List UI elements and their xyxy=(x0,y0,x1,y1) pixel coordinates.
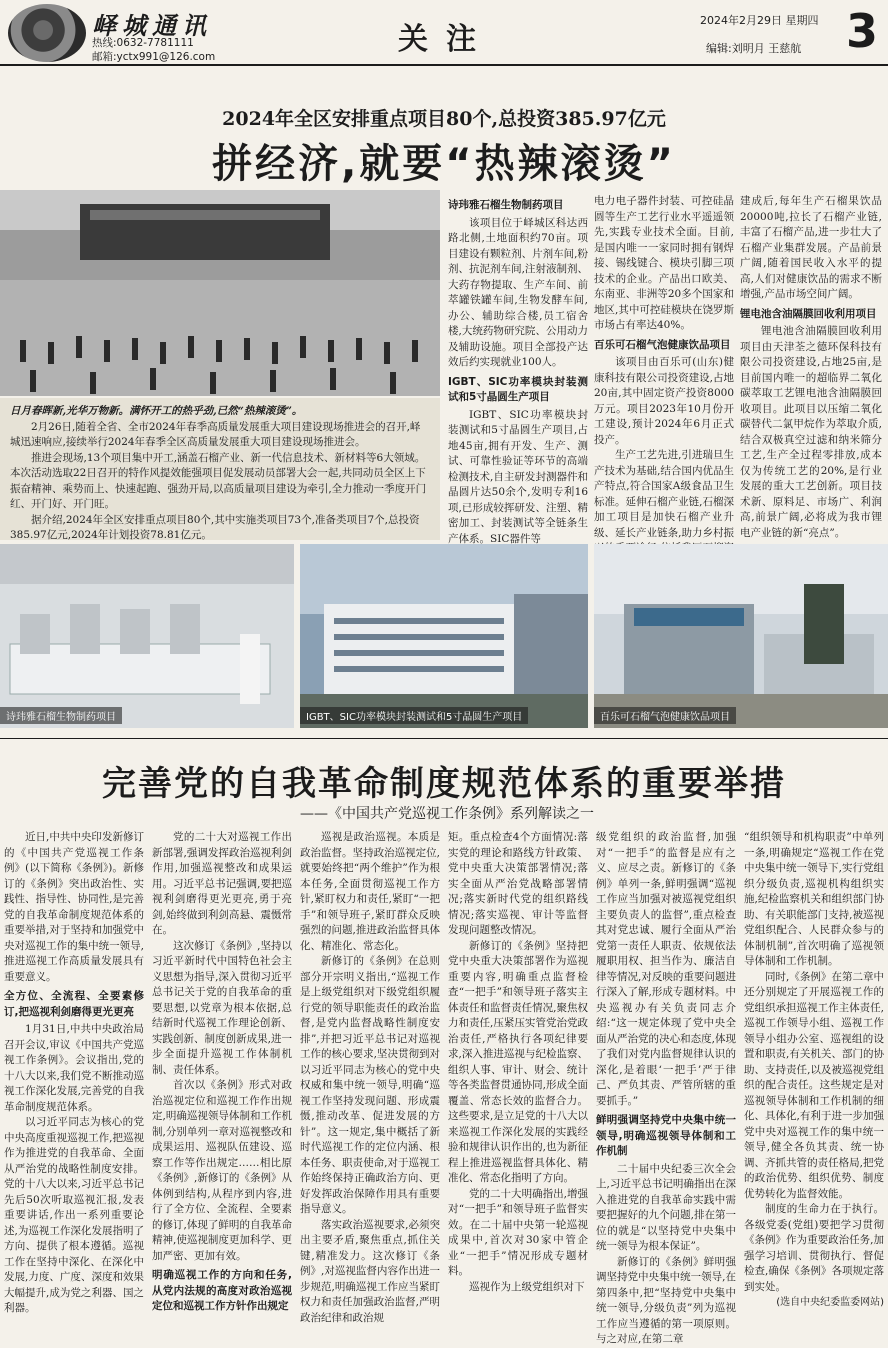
page-number: 3 xyxy=(846,4,879,58)
article2-column-2 xyxy=(152,830,292,1312)
paragraph: 1月31日,中共中央政治局召开会议,审议《中国共产党巡视工作条例》。会议指出,党的十八大以来,我们党不断推动巡视工作深化发展,完善党的自我革命制度规范体系。 xyxy=(4,1023,144,1113)
photo-caption: IGBT、SIC功率模块封装测试和5寸晶圆生产项目 xyxy=(300,707,528,724)
hotline: 热线:0632-7781111 xyxy=(92,37,194,49)
beverage-plant-photo-graphic xyxy=(594,544,888,728)
subheading: 全方位、全流程、全要素修订,把巡视利剑磨得更光更亮 xyxy=(4,990,144,1018)
paragraph: 生产工艺先进,引进瑞旦生产技术为基础,结合国内优品生产特点,符合国家A级食品卫生标准。延伸石榴产业链,石榴深加工项目是加快石榴产业升级、延长产业链条,助力乡村振 xyxy=(594,449,734,539)
paragraph: 首次以《条例》形式对政治巡视定位和巡视工作作出规定,明确巡视领导体制和工作机制,分别单列一章对巡视整改和成果运用、巡视队伍建设、巡察工作等作出规定……相比原《条例》,新修订的《条例》从体例到结构,从程序到内容,进行了全方位、全流程、全要素的修订,体现了鲜明的自我革命精神,使巡视制度更加科学、更加严密、更加有效。 xyxy=(152,1079,292,1262)
factory-photo-graphic xyxy=(300,544,588,728)
lab-photo-graphic xyxy=(0,544,294,728)
paragraph: 以习近平同志为核心的党中央高度重视巡视工作,把巡视作为推进党的自我革命、全面从严治党的战略性制度安排。党的十八大以来,习近平总书记先后50次听取巡视汇报,发表重要讲话,作出一系列重要论述,为巡视工作深化发展指明了方向、提供了根本遵循。巡视工作在坚持中深化、在深化中发展,力度、广度、深度和效果大幅提升,成为党之利器、国之利器。 xyxy=(4,1116,144,1314)
issue-date: 2024年2月29日 星期四 xyxy=(700,14,819,27)
event-photo-graphic xyxy=(0,190,440,396)
article1-subtitle: 2024年全区安排重点项目80个,总投资385.97亿元 xyxy=(222,108,666,130)
paragraph: IGBT、SIC功率模块封装测试和5寸晶圆生产项目,占地45亩,拥有开发、生产、测试、可靠性验证等环节的高端检测技术,自主研发封测器件和晶圆片达50余个,发明专利16项,已形成较挥研发、注塑、精密加工、封装测试等全链条生产体系。SIC器件等 xyxy=(448,408,588,545)
lead-paragraph: 2月26日,随着全省、全市2024年春季高质量发展重大项目建设现场推进会的召开,峄城迅速响应,接续举行2024年春季全区高质量发展重大项目建设现场推进会。 xyxy=(10,420,421,448)
paragraph: 该项目位于峄城区科达西路北侧,土地面积约70亩。项目建设有颗粒剂、片剂车间,粉剂、抗泥剂车间,注射液制剂、大药存物提取、生产车间、前萃罐铁罐车间,生物发酵车间,办公、辅助综合楼,员工宿舍楼,大统药物研究院、公用动力及辅助设施。项目全部投产达效后约实现就业100人。 xyxy=(448,216,588,368)
lab-photo xyxy=(0,544,294,728)
paragraph: 电力电子器件封装、可控硅晶圆等生产工艺行业水平遥遥领先,实践专业技术全面。目前,是国内唯一一家同时拥有钢焊接、锡线键合、模块引脚三项技术的企业。产品出口欧美、东南亚、非洲等20多个国家和地区,其中可控硅模块在饶罗斯市场占有率达40%。 xyxy=(594,195,734,331)
paragraph: 矩。重点检查4个方面情况:落实党的理论和路线方针政策、党中央重大决策部署情况;落实全面从严治党战略部署情况;落实新时代党的组织路线情况;落实巡视、审计等监督发现问题整改情况。 xyxy=(448,831,588,936)
editors: 编辑:刘明月 王慈航 xyxy=(706,42,802,55)
article2-column-1 xyxy=(4,830,144,1314)
masthead-rule xyxy=(0,64,888,66)
newspaper-logo xyxy=(8,4,86,62)
section-rule xyxy=(0,738,888,739)
paragraph: 建成后,每年生产石榴果饮品20000吨,拉长了石榴产业链,丰富了石榴产品,进一步壮大了石榴产业集群发展。产品前景广阔,随着国民收入水平的提高,人们对健康饮品的需求不断增强,产品市场空间广阔。 xyxy=(740,195,882,300)
paragraph: 制度的生命力在于执行。各级党委(党组)要把学习贯彻《条例》作为重要政治任务,加强学习培训、贯彻执行、督促检查,确保《条例》各项规定落到实处。 xyxy=(744,1203,884,1293)
article1-column-4 xyxy=(740,194,882,542)
paragraph: 新修订的《条例》鲜明强调坚持党中央集中统一领导,在第四条中,把“坚持党中央集中统一领导,分级负责”列为巡视工作应当遵循的第一项原则。与之对应,在第二章 xyxy=(596,1255,736,1345)
subheading: 百乐可石榴气泡健康饮品项目 xyxy=(594,338,731,351)
paragraph: 巡视是政治巡视。本质是政治监督。坚持政治巡视定位,就要始终把“两个维护”作为根本任务,全面贯彻巡视工作方针,紧盯权力和责任,紧盯“一把手”和领导班子,紧盯群众反映强烈的问题,推进政治监督具体化、精准化、常态化。 xyxy=(300,831,440,952)
article1-headline: 拼经济,就要“热辣滚烫” xyxy=(212,141,676,187)
photo-caption: 百乐可石榴气泡健康饮品项目 xyxy=(594,707,736,724)
paragraph: 巡视作为上级党组织对下 xyxy=(469,1280,585,1293)
paper-name: 峄城通讯 xyxy=(92,12,212,40)
subheading: 鲜明强调坚持党中央集中统一领导,明确巡视领导体制和工作机制 xyxy=(596,1114,736,1157)
paragraph: 新修订的《条例》在总则部分开宗明义指出,“巡视工作是上级党组织对下级党组织履行党的领导职能责任的政治监督,是党内监督战略性制度安排”,并把习近平总书记对巡视工作的核心要求,坚决贯彻到对以习近平同志为核心的党中央权威和集中统一领导,明确“巡视工作坚持发现问题、形成震慑,推动改革、促进发展的方针”。这一规定,集中概括了新时代巡视工作的定位内涵、根本任务、职责使命,对于巡视工作始终保持正确政治方向、更好发挥政治保障作用具有重要指导意义。 xyxy=(300,955,440,1215)
lead-italic: 日月春晖新,光华万物新。满怀开工的热乎劲,已然“热辣滚烫”。 xyxy=(10,405,303,417)
contact-info xyxy=(92,36,215,64)
article2-headline: 完善党的自我革命制度规范体系的重要举措 xyxy=(102,764,786,804)
paragraph: 二十届中央纪委三次全会上,习近平总书记明确指出在深入推进党的自我革命实践中需要把握好的九个问题,排在第一位的就是“以坚持党中央集中统一领导为根本保证”。 xyxy=(596,1162,736,1252)
section-title: 关注 xyxy=(398,22,494,57)
paragraph: 近日,中共中央印发新修订的《中国共产党巡视工作条例》(以下简称《条例》)。新修订的《条例》突出政治性、实践性、指导性、协同性,是完善党的自我革命制度规范体系的重要举措,对于坚持和加强党中央对巡视工作的集中统一领导,推进巡视工作高质量发展具有重要意义。 xyxy=(4,831,144,983)
photo-caption: 诗玮雅石榴生物制药项目 xyxy=(0,707,122,724)
paragraph: 党的二十大对巡视工作出新部署,强调发挥政治巡视利剑作用,加强巡视整改和成果运用。习近平总书记强调,要把巡视利剑磨得更光更亮,勇于亮剑,始终做到利剑高悬、震慑常在。 xyxy=(152,831,292,936)
article2-column-3 xyxy=(300,830,440,1324)
source-credit: (选自中央纪委监委网站) xyxy=(776,1297,884,1308)
subheading: 诗玮雅石榴生物制药项目 xyxy=(448,199,564,211)
paragraph: 新修订的《条例》坚持把党中央重大决策部署作为巡视重要内容,明确重点监督检查“一把手”和领导班子落实主体责任和监督责任情况,聚焦权力和责任,压紧压实管党治党政治责任,严格执行各项纪律要求,深入推进巡视与纪检监察、组织人事、审计、财会、统计等各类监督贯通协同,形成全面覆盖、常态长效的监督合力。这些要求,是立足党的十八大以来巡视工作深化发展的实践经验和规律认识作出的,也为新征程上推进巡视监督具体化、精准化、常态化指明了方向。 xyxy=(448,939,588,1184)
paragraph: 锂电池含油隔膜回收利用项目由天津荃之德环保科技有限公司投资建设,占地25亩,是目前国内唯一的超临界二氧化碳萃取工艺锂电池含油隔膜回收项目。此项目以压缩二氧化碳替代二氯甲烷作为萃取介质,结合双极真空过滤和纳米筛分工艺,生产全过程零排放,成本仅为传统工艺的20%,是行业发展的重大工艺创新。项目技术新、原料足、市场广、利润高,前景广阔,必将成为我市锂电产业链的新“亮点”。 xyxy=(740,325,882,539)
article2-column-6 xyxy=(744,830,884,1308)
lead-paragraph: 推进会现场,13个项目集中开工,涵盖石榴产业、新一代信息技术、新材料等6大领域。本次活动选取22日召开的特作风提效能强项目促发展动员部署大会一起,共同动员全区上下振奋精神、乘势而上、快速起跑、强劲开局,以高质量项目建设为牵引,全力推动一季度开门红、开门好、开门旺。 xyxy=(10,451,427,510)
article2-column-5 xyxy=(596,830,736,1345)
lead-paragraph: 据介绍,2024年全区安排重点项目80个,其中实施类项目73个,准备类项目7个,总投资385.97亿元,2024年计划投资78.81亿元。 xyxy=(10,513,420,541)
subheading: 明确巡视工作的方向和任务,从党内法规的高度对政治巡视定位和巡视工作方针作出规定 xyxy=(152,1269,292,1312)
paragraph: 该项目由百乐可(山东)健康科技有限公司投资建设,占地20亩,其中固定资产投资8000万元。项目2023年10月份开工建设,预计2024年6月正式投产。 xyxy=(594,356,734,446)
paragraph: 同时,《条例》在第二章中还分别规定了开展巡视工作的党组织承担巡视工作主体责任,巡视工作领导小组、巡视工作领导小组办公室、巡视组的设置和职责,有关机关、部门的协助、支持责任,以及被巡视党组织的配合责任。这些规定是对巡视领导体制和工作机制的细化、具体化,有利于进一步加强党中央对巡视工作的集中统一领导,健全各负其责、统一协调、齐抓共管的责任格局,把党的政治优势、组织优势、制度优势转化为监督效能。 xyxy=(744,970,884,1200)
factory-photo xyxy=(300,544,588,728)
email: 邮箱:yctx991@126.com xyxy=(92,51,216,63)
paragraph: 落实政治巡视要求,必须突出主要矛盾,聚焦重点,抓住关键,精准发力。这次修订《条例》,对巡视监督内容作出进一步规范,明确巡视工作应当紧盯权力和责任加强政治监督,严明政治纪律和政治规 xyxy=(300,1218,440,1324)
article2-column-4 xyxy=(448,830,588,1293)
paragraph: 级党组织的政治监督,加强对“一把手”的监督是应有之义、应尽之责。新修订的《条例》单列一条,鲜明强调“巡视工作应当加强对被巡视党组织主要负责人的监督”,重点检查其对党忠诚、履行全面从严治党第一责任人职责、依规依法履职用权、担当作为、廉洁自律等情况,对反映的重要问题进行深入了解,形成专题材料。中央巡视办有关负责同志介绍:“这一规定体现了党中央全面从严治党的决心和态度,体现了我们对党内监督规律认识的深化,是着眼‘一把手’严于律己、严负其责、严管所辖的重要抓手。” xyxy=(596,831,736,1107)
beverage-plant-photo xyxy=(594,544,888,728)
subheading: 锂电池含油隔膜回收利用项目 xyxy=(740,307,877,320)
article1-column-2 xyxy=(448,194,588,545)
paragraph: “组织领导和机构职责”中单列一条,明确规定“巡视工作在党中央集中统一领导下,实行党组织分级负责,巡视机构组织实施,纪检监察机关和组织部门协助、有关职能部门支持,被巡视党组织配合、人民群众参与的体制机制”,首次明确了巡视领导体制和工作机制。 xyxy=(744,831,884,967)
lead-box xyxy=(0,398,440,540)
article1-column-3 xyxy=(594,194,734,542)
paragraph: 这次修订《条例》,坚持以习近平新时代中国特色社会主义思想为指导,深入贯彻习近平总书记关于党的自我革命的重要思想,以党章为根本依据,总结新时代巡视工作理论创新、实践创新、制度创新成果,进一步全面提升巡视工作体制机制、责任体系。 xyxy=(152,939,292,1076)
paragraph: 党的二十大明确指出,增强对“一把手”和领导班子监督实效。在二十届中央第一轮巡视成果中,首次对30家中管企业“一把手”情况形成专题材料。 xyxy=(448,1187,588,1277)
subheading: IGBT、SIC功率模块封装测试和5寸晶圆生产项目 xyxy=(448,375,588,403)
event-photo xyxy=(0,190,440,396)
article2-series: ——《中国共产党巡视工作条例》系列解读之一 xyxy=(300,806,594,822)
